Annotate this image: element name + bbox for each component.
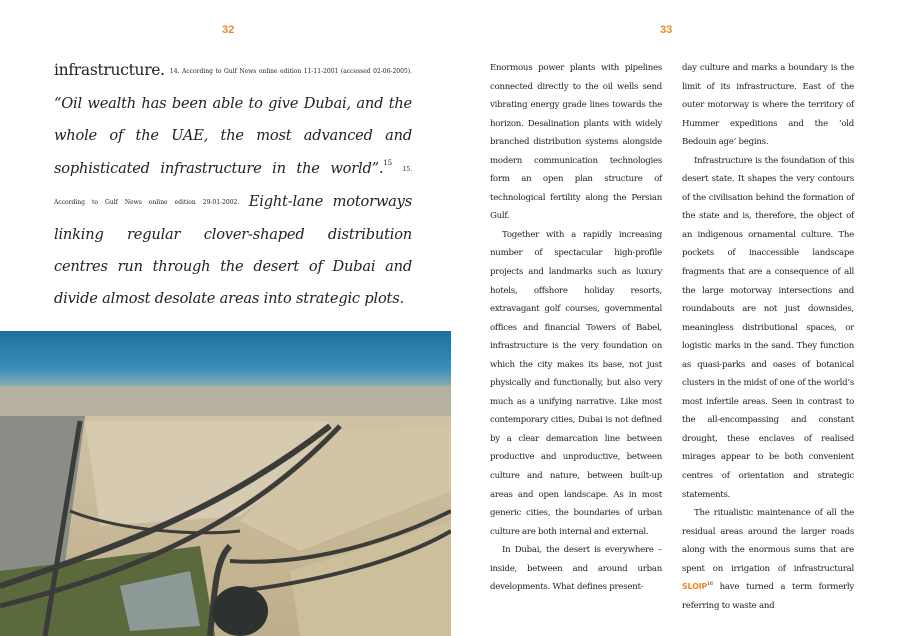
page-number: 33 [660, 24, 673, 36]
paragraph: In Dubai, the desert is everywhere – inside, between and around urban developments. What defines present- [490, 545, 662, 593]
city-skyline [0, 386, 451, 421]
paragraph-text: The ritualistic maintenance of all the residual areas around the larger roads along with the enormous sums that are spent on irrigation of infrastructural [682, 508, 854, 574]
lead-text-block [54, 54, 412, 316]
paragraph: Together with a rapidly increasing number of spectacular high-profile projects and landmarks such as luxury hotels, offshore holiday resorts, extravagant golf courses, governmental offices and financial Towers of Babel, infrastructure is the very foundation on which the city makes its base, not just physically and functionally, but also very much as a unifying narrative. Like most contemporary cities, Dubai is not defined by a clear demarcation line between productive and unproductive, between culture and nature, between built-up areas and open landscape. As in most generic cities, the boundaries of urban culture are both internal and external. [490, 229, 662, 537]
right-page [450, 0, 900, 636]
paragraph: Infrastructure is the foundation of this desert state. It shapes the very contours of the civilisation behind the formation of the state and is, therefore, the object of an indigenous ornamental culture. The pockets of inaccessible landscape fragments that are a consequence of all the large motorway intersections and roundabouts are not just downsides, meaningless distributional spaces, or logistic marks in the sand. They function as quasi-parks and oases of botanical clusters in the midst of one of the world’s most infertile areas. Seen in contrast to the all-encompassing and constant drought, these enclaves of realised mirages appear to be both convenient centres of orientation and strategic statements. [682, 155, 854, 500]
paragraph [682, 504, 854, 615]
sky [0, 331, 451, 393]
text-column-2 [682, 59, 854, 615]
pull-quote: “Oil wealth has been able to give Dubai, and the whole of the UAE, the most advanced and sophisticated infrastructure in the world”. [54, 95, 412, 177]
footnote-15: 15. According to Gulf News online edition 29-01-2002. [54, 165, 412, 206]
page-number: 32 [222, 24, 235, 36]
footnote-ref-15: 15 [383, 158, 392, 167]
lead-closing: Eight-lane motorways linking regular clover-shaped distribution centres run through the desert of Dubai and divide almost desolate areas into strategic plots. [54, 192, 412, 308]
aerial-photo-illustration [0, 331, 451, 636]
aerial-photo [0, 331, 451, 636]
text-column-1 [490, 59, 662, 597]
paragraph-text: have turned a term formerly referring to waste and [682, 582, 855, 611]
footnote-14: 14. According to Gulf News online edition 11-11-2001 (accessed 02-06-2005). [169, 68, 412, 75]
shadow [212, 586, 268, 636]
highlight-term: SLOIP [682, 582, 707, 592]
footnote-ref-16: 16 [706, 581, 713, 588]
paragraph: day culture and marks a boundary is the limit of its infrastructure. East of the outer motorway is where the territory of Hummer expeditions and the ‘old Bedouin age’ begins. [682, 63, 854, 148]
paragraph: Enormous power plants with pipelines connected directly to the oil wells send vibrating energy grade lines towards the horizon. Desalination plants with widely branched distribution systems alongside modern communication technologies form an open plan structure of technological fertility along the Persian Gulf. [490, 63, 662, 222]
lead-word: infrastructure. [54, 61, 165, 79]
